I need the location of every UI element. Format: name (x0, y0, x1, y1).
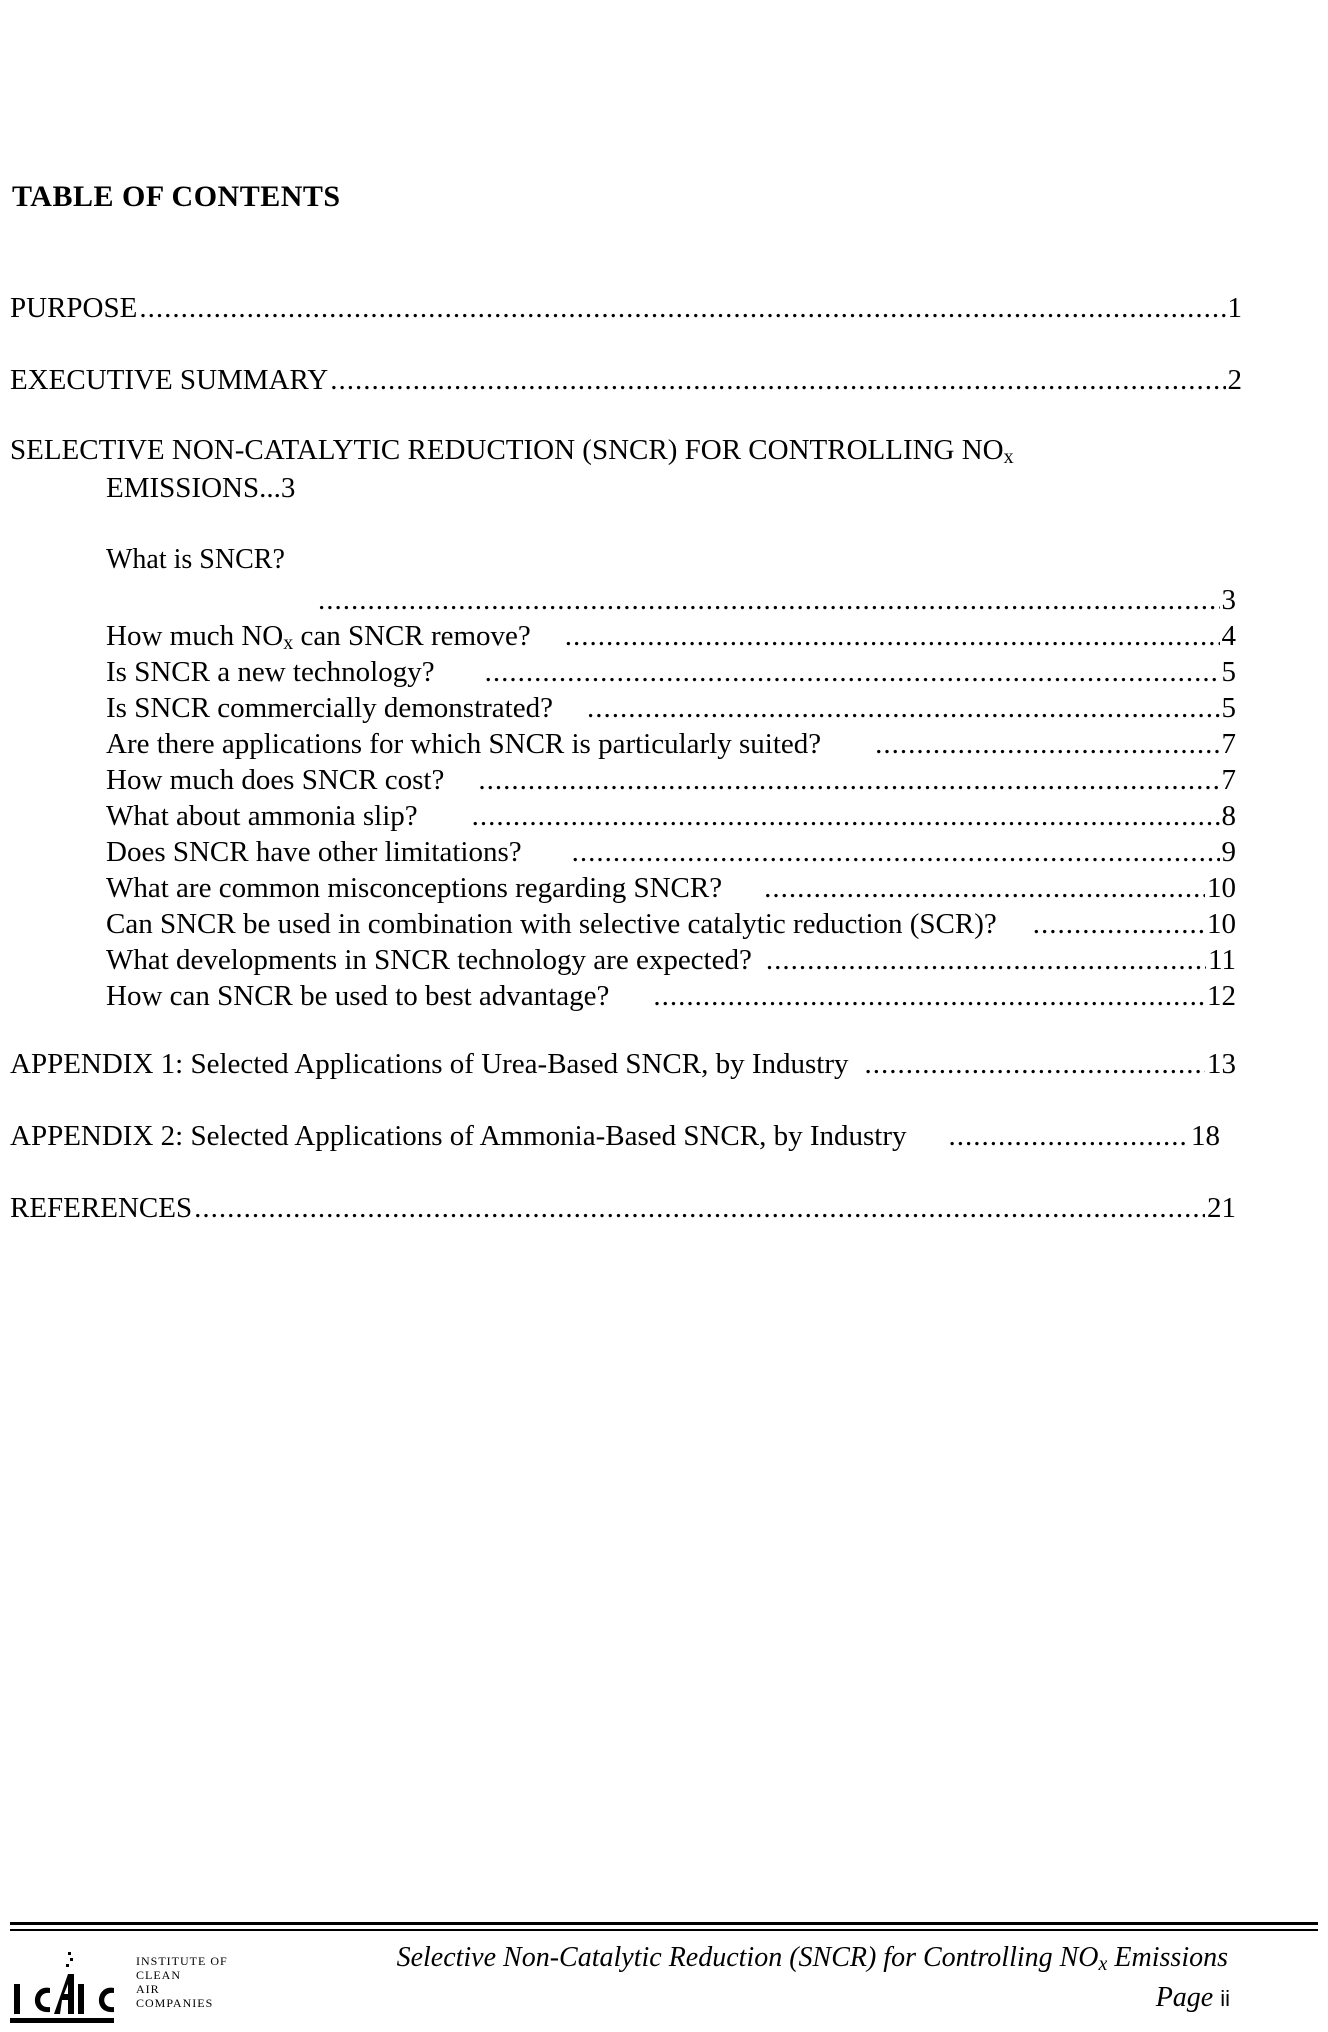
toc-entry-appendix-1[interactable] (10, 1046, 1236, 1082)
toc-page: 10 (1207, 908, 1236, 940)
toc-question-other-limitations[interactable] (106, 834, 1236, 870)
toc-page: 21 (1207, 1192, 1236, 1224)
leader-dots (875, 726, 1219, 762)
toc-label: What are common misconceptions regarding SNCR? (106, 872, 723, 904)
toc-page: 1 (1227, 292, 1242, 324)
toc-entry-references[interactable] (10, 1190, 1236, 1226)
subscript-x: x (1098, 1953, 1108, 1975)
toc-question-nox-removal[interactable] (106, 618, 1236, 654)
footer-rule-thick (10, 1922, 1318, 1925)
toc-page: 13 (1207, 1048, 1236, 1080)
toc-page: 8 (1221, 800, 1236, 832)
toc-page: 10 (1207, 872, 1236, 904)
toc-page: 5 (1221, 656, 1236, 688)
toc-label: What about ammonia slip? (106, 800, 418, 832)
toc-page: 18 (1191, 1120, 1220, 1152)
toc-page: 3 (1221, 584, 1236, 616)
toc-label: SELECTIVE NON-CATALYTIC REDUCTION (SNCR) FOR CONTROLLING NO (10, 434, 1004, 466)
logo-text: INSTITUTE OF CLEAN AIR COMPANIES (136, 1954, 228, 2010)
toc-question-developments[interactable] (106, 942, 1236, 978)
toc-label: EXECUTIVE SUMMARY (10, 364, 329, 396)
toc-label: PURPOSE (10, 292, 138, 324)
leader-dots (766, 942, 1206, 978)
icac-logo (10, 1944, 270, 2024)
subscript-x: x (283, 632, 294, 654)
toc-heading: TABLE OF CONTENTS (12, 180, 341, 213)
toc-label: REFERENCES (10, 1192, 193, 1224)
toc-question-what-is-sncr[interactable]: What is SNCR? (106, 544, 285, 575)
leader-dots (949, 1118, 1189, 1154)
toc-question-combination-scr[interactable] (106, 906, 1236, 942)
toc-label: What developments in SNCR technology are expected? (106, 944, 752, 976)
toc-label: How much $NO_x$ can SNCR remove? (106, 620, 531, 654)
toc-label: How can SNCR be used to best advantage? (106, 980, 610, 1012)
subscript-x: x (1003, 446, 1014, 468)
toc-question-best-advantage[interactable] (106, 978, 1236, 1014)
leader-dots (864, 1046, 1205, 1082)
toc-page: 4 (1221, 620, 1236, 652)
icac-logo-mark (10, 1944, 134, 2024)
leader-dots (565, 618, 1220, 654)
toc-entry-purpose[interactable] (10, 290, 1242, 326)
toc-question-commercially-demonstrated[interactable] (106, 690, 1236, 726)
toc-question-misconceptions[interactable] (106, 870, 1236, 906)
toc-entry-executive-summary[interactable] (10, 362, 1242, 398)
leader-dots (194, 1190, 1205, 1226)
leader-dots (572, 834, 1220, 870)
toc-label: Is SNCR a new technology? (106, 656, 435, 688)
leader-dots (485, 654, 1220, 690)
footer-rule-thin (10, 1929, 1318, 1931)
toc-page: 12 (1207, 980, 1236, 1012)
toc-label: APPENDIX 1: Selected Applications of Urea-Based SNCR, by Industry (10, 1048, 849, 1080)
toc-entry-sncr-section-continued[interactable]: EMISSIONS...3 (106, 472, 296, 504)
footer-page-number: Page ii (1155, 1982, 1230, 2013)
toc-label: How much does SNCR cost? (106, 764, 445, 796)
toc-label: Is SNCR commercially demonstrated? (106, 692, 553, 724)
toc-page: 5 (1221, 692, 1236, 724)
leader-dots (587, 690, 1220, 726)
toc-page: 2 (1227, 364, 1242, 396)
leader-dots (653, 978, 1205, 1014)
toc-label: Can SNCR be used in combination with selective catalytic reduction (SCR)? (106, 908, 997, 940)
toc-label: Are there applications for which SNCR is particularly suited? (106, 728, 822, 760)
toc-entry-sncr-section[interactable] (10, 432, 1014, 468)
leader-dots (139, 290, 1225, 326)
leader-dots (330, 362, 1225, 398)
toc-page: 7 (1221, 764, 1236, 796)
toc-question-ammonia-slip[interactable] (106, 798, 1236, 834)
toc-page: 7 (1221, 728, 1236, 760)
toc-question-new-technology[interactable] (106, 654, 1236, 690)
toc-page: 9 (1221, 836, 1236, 868)
leader-dots (318, 582, 1220, 618)
leader-dots (1033, 906, 1205, 942)
toc-question-applications-suited[interactable] (106, 726, 1236, 762)
toc-label: Does SNCR have other limitations? (106, 836, 522, 868)
toc-question-what-is-sncr-page[interactable] (316, 582, 1236, 618)
toc-entry-appendix-2[interactable] (10, 1118, 1220, 1154)
footer-document-title: Selective Non-Catalytic Reduction (SNCR) for Controlling $NO_x$ Emissions (396, 1942, 1228, 1975)
leader-dots (472, 798, 1220, 834)
toc-question-cost[interactable] (106, 762, 1236, 798)
leader-dots (764, 870, 1205, 906)
toc-page: 11 (1208, 944, 1236, 976)
toc-label: APPENDIX 2: Selected Applications of Ammonia-Based SNCR, by Industry (10, 1120, 907, 1152)
leader-dots (478, 762, 1219, 798)
